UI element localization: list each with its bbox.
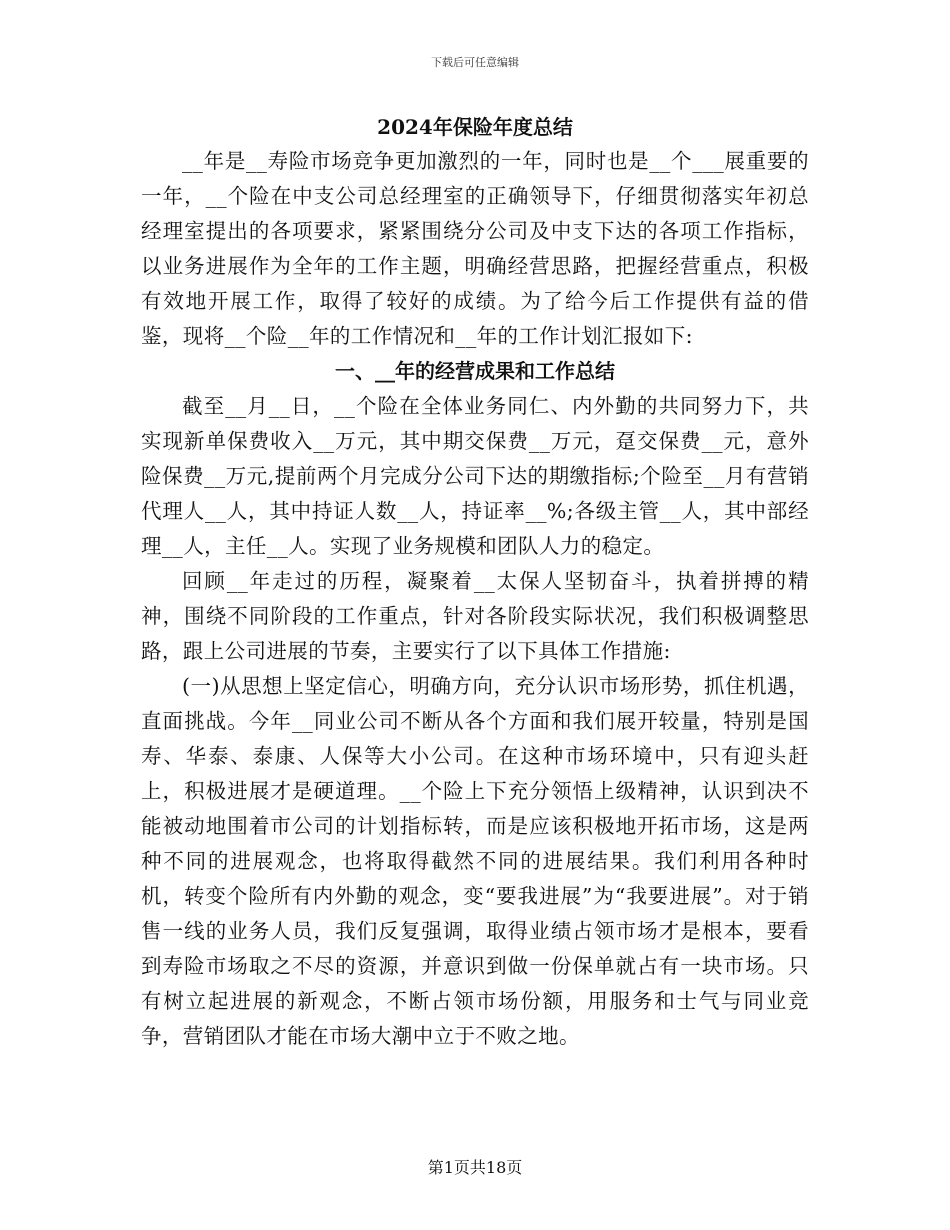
- intro-paragraph: __年是__寿险市场竞争更加激烈的一年，同时也是__个___展重要的一年，__个险在中支公司总经理室的正确领导下，仔细贯彻落实年初总经理室提出的各项要求，紧紧围绕分公司及中支下达的各项工作指标，以业务进展作为全年的工作主题，明确经营思路，把握经营重点，积极有效地开展工作，取得了较好的成绩。为了给今后工作提供有益的借鉴，现将__个险__年的工作情况和__年的工作计划汇报如下:: [141, 149, 809, 348]
- section-heading: 一、__年的经营成果和工作总结: [335, 359, 615, 383]
- page-number: 第1页共18页: [427, 1158, 523, 1177]
- page-header-note: 下载后可任意编辑: [431, 56, 519, 69]
- review-paragraph: 回顾__年走过的历程，凝聚着__太保人坚韧奋斗，执着拼搏的精神，围绕不同阶段的工作重点，针对各阶段实际状况，我们积极调整思路，跟上公司进展的节奏，主要实行了以下具体工作措施:: [141, 569, 809, 663]
- document-body: [141, 110, 809, 1054]
- measure-one-paragraph: (一)从思想上坚定信心，明确方向，充分认识市场形势，抓住机遇，直面挑战。今年__同业公司不断从各个方面和我们展开较量，特别是国寿、华泰、泰康、人保等大小公司。在这种市场环境中，只有迎头赶上，积极进展才是硬道理。__个险上下充分领悟上级精神，认识到决不能被动地围着市公司的计划指标转，而是应该积极地开拓市场，这是两种不同的进展观念，也将取得截然不同的进展结果。我们利用各种时机，转变个险所有内外勤的观念，变“要我进展”为“我要进展”。对于销售一线的业务人员，我们反复强调，取得业绩占领市场才是根本，要看到寿险市场取之不尽的资源，并意识到做一份保单就占有一块市场。只有树立起进展的新观念，不断占领市场份额，用服务和士气与同业竞争，营销团队才能在市场大潮中立于不败之地。: [141, 674, 809, 1048]
- document-title: 2024年保险年度总结: [377, 115, 573, 139]
- results-paragraph: 截至__月__日，__个险在全体业务同仁、内外勤的共同努力下，共实现新单保费收入__万元，其中期交保费__万元，趸交保费__元，意外险保费__万元,提前两个月完成分公司下达的期缴指标;个险至__月有营销代理人__人，其中持证人数__人，持证率__%;各级主管__人，其中部经理__人，主任__人。实现了业务规模和团队人力的稳定。: [141, 394, 809, 558]
